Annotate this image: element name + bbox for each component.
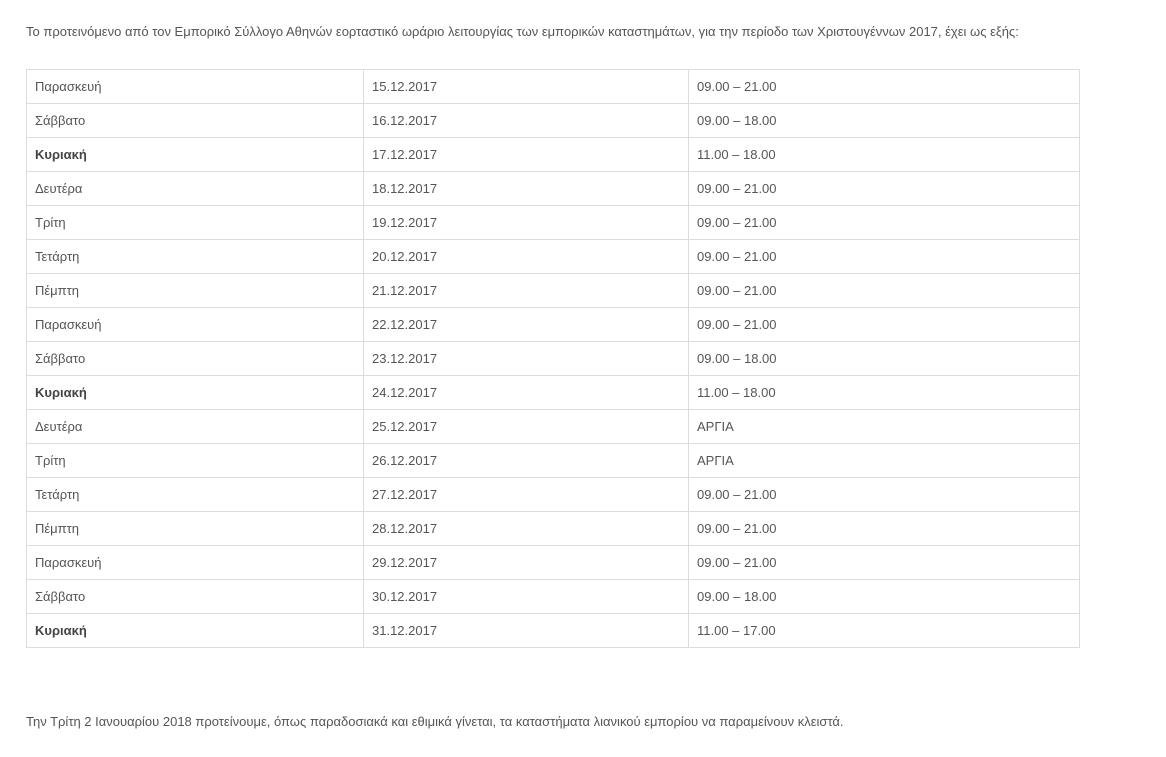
date-cell: 28.12.2017 [364, 512, 689, 546]
day-cell: Σάββατο [27, 342, 364, 376]
table-row [27, 138, 1080, 172]
day-cell: Πέμπτη [27, 512, 364, 546]
day-cell: Παρασκευή [27, 308, 364, 342]
hours-cell: 09.00 – 21.00 [689, 512, 1080, 546]
date-cell: 25.12.2017 [364, 410, 689, 444]
day-cell: Παρασκευή [27, 546, 364, 580]
day-cell: Κυριακή [27, 614, 364, 648]
intro-paragraph: Το προτεινόμενο από τον Εμπορικό Σύλλογο Αθηνών εορταστικό ωράριο λειτουργίας των εμπορικών καταστημάτων, για την περίοδο των Χριστουγέννων 2017, έχει ως εξής: [26, 24, 1019, 39]
day-cell: Δευτέρα [27, 172, 364, 206]
table-row [27, 614, 1080, 648]
date-cell: 20.12.2017 [364, 240, 689, 274]
date-cell: 19.12.2017 [364, 206, 689, 240]
day-cell: Τρίτη [27, 206, 364, 240]
closing-paragraph: Την Τρίτη 2 Ιανουαρίου 2018 προτείνουμε, όπως παραδοσιακά και εθιμικά γίνεται, τα καταστήματα λιανικού εμπορίου να παραμείνουν κλειστά. [26, 714, 844, 729]
hours-cell: 09.00 – 21.00 [689, 478, 1080, 512]
table-row [27, 580, 1080, 614]
day-cell: Σάββατο [27, 580, 364, 614]
day-cell: Τετάρτη [27, 240, 364, 274]
table-row [27, 70, 1080, 104]
table-row [27, 240, 1080, 274]
hours-cell: 09.00 – 21.00 [689, 70, 1080, 104]
date-cell: 29.12.2017 [364, 546, 689, 580]
date-cell: 18.12.2017 [364, 172, 689, 206]
date-cell: 21.12.2017 [364, 274, 689, 308]
day-cell: Τετάρτη [27, 478, 364, 512]
table-row [27, 274, 1080, 308]
hours-cell: 11.00 – 18.00 [689, 376, 1080, 410]
hours-cell: 11.00 – 17.00 [689, 614, 1080, 648]
holiday-hours-table [26, 69, 1080, 648]
hours-cell: 09.00 – 21.00 [689, 308, 1080, 342]
date-cell: 16.12.2017 [364, 104, 689, 138]
hours-cell: 09.00 – 21.00 [689, 240, 1080, 274]
table-row [27, 342, 1080, 376]
hours-cell: 09.00 – 18.00 [689, 104, 1080, 138]
date-cell: 27.12.2017 [364, 478, 689, 512]
date-cell: 30.12.2017 [364, 580, 689, 614]
hours-cell: 09.00 – 21.00 [689, 274, 1080, 308]
date-cell: 26.12.2017 [364, 444, 689, 478]
table-row [27, 206, 1080, 240]
table-row [27, 410, 1080, 444]
table-row [27, 104, 1080, 138]
table-row [27, 478, 1080, 512]
hours-cell: 09.00 – 21.00 [689, 172, 1080, 206]
date-cell: 22.12.2017 [364, 308, 689, 342]
date-cell: 24.12.2017 [364, 376, 689, 410]
hours-cell: 11.00 – 18.00 [689, 138, 1080, 172]
hours-cell: 09.00 – 21.00 [689, 546, 1080, 580]
hours-cell: 09.00 – 18.00 [689, 580, 1080, 614]
table-row [27, 172, 1080, 206]
table-row [27, 512, 1080, 546]
date-cell: 31.12.2017 [364, 614, 689, 648]
table-row [27, 444, 1080, 478]
hours-cell: 09.00 – 18.00 [689, 342, 1080, 376]
date-cell: 17.12.2017 [364, 138, 689, 172]
day-cell: Δευτέρα [27, 410, 364, 444]
holiday-hours-table-body [27, 70, 1080, 648]
day-cell: Κυριακή [27, 376, 364, 410]
day-cell: Κυριακή [27, 138, 364, 172]
date-cell: 23.12.2017 [364, 342, 689, 376]
day-cell: Πέμπτη [27, 274, 364, 308]
hours-cell: ΑΡΓΙΑ [689, 410, 1080, 444]
hours-cell: 09.00 – 21.00 [689, 206, 1080, 240]
table-row [27, 308, 1080, 342]
day-cell: Παρασκευή [27, 70, 364, 104]
table-row [27, 376, 1080, 410]
table-row [27, 546, 1080, 580]
day-cell: Σάββατο [27, 104, 364, 138]
hours-cell: ΑΡΓΙΑ [689, 444, 1080, 478]
day-cell: Τρίτη [27, 444, 364, 478]
date-cell: 15.12.2017 [364, 70, 689, 104]
